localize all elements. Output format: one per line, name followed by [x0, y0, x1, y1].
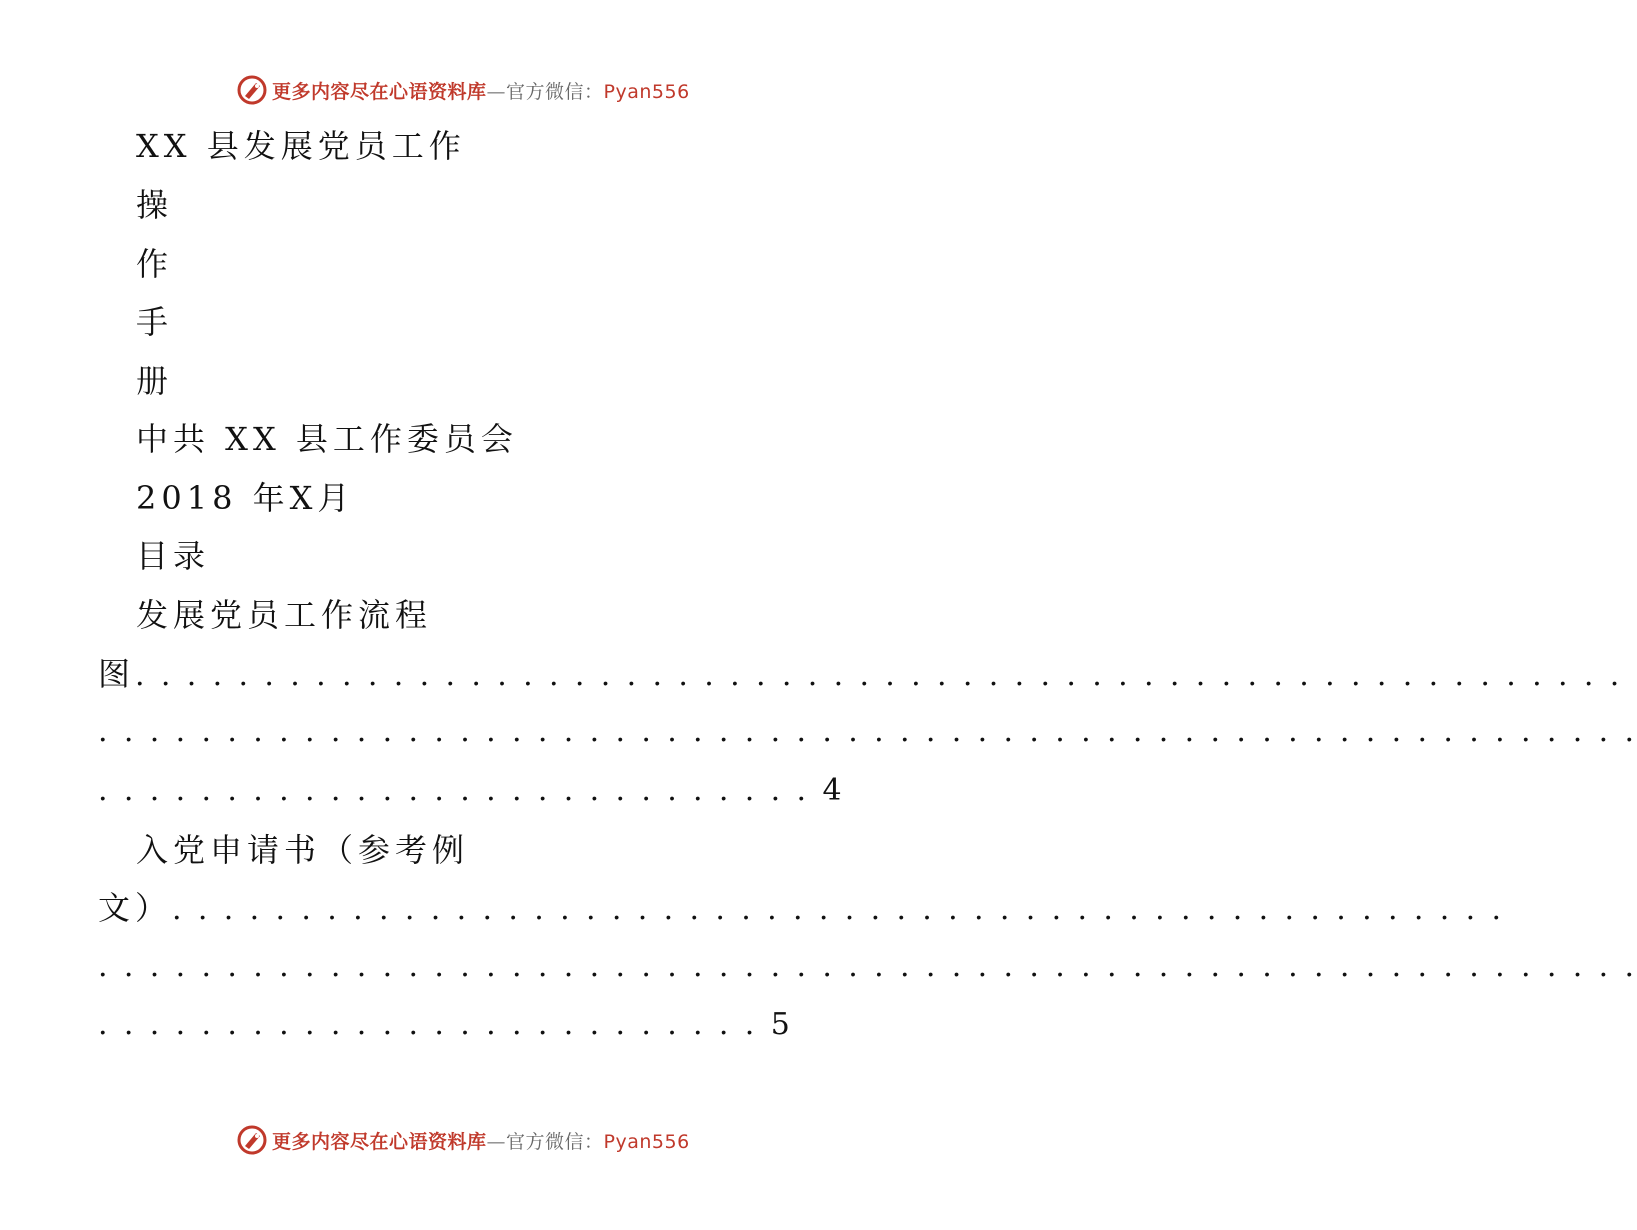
toc-entry-1-leader-2: . . . . . . . . . . . . . . . . . . . . . . . . . . . . . . . . . . . . . . . . . . . . . . . . . . . . . . . . . . . . [98, 714, 1637, 749]
banner-site: 更多内容尽在心语资料库 [272, 1130, 487, 1153]
title-char-3: 手 [136, 303, 174, 341]
pen-logo-icon [236, 1124, 268, 1156]
banner-wechat-label: 官方微信： [506, 80, 604, 103]
banner-wechat-id: Pyan556 [603, 80, 690, 103]
banner-dash: — [486, 80, 507, 103]
toc-entry-1-lead: 图 [98, 655, 136, 693]
banner-text [272, 1127, 690, 1154]
toc-entry-2-leader-2: . . . . . . . . . . . . . . . . . . . . . . . . . . . . . . . . . . . . . . . . . . . . . . . . . . . . . . . . . . . . [98, 949, 1637, 984]
banner-wechat-id: Pyan556 [603, 1130, 690, 1153]
issuer: 中共 XX 县工作委员会 [136, 420, 518, 458]
banner-wechat-label: 官方微信： [506, 1130, 604, 1153]
toc-entry-2-lead: 文） [98, 889, 173, 927]
banner-dash: — [486, 1130, 507, 1153]
toc-entry-2-page[interactable]: 5 [770, 1007, 790, 1042]
toc-entry-1-leader-3: . . . . . . . . . . . . . . . . . . . . . . . . . . . . 4 [98, 773, 842, 808]
document-date: 2018 年X月 [136, 479, 355, 517]
toc-entry-2-leader-3: . . . . . . . . . . . . . . . . . . . . . . . . . . 5 [98, 1007, 790, 1042]
toc-entry-2-leader-1: 文）. . . . . . . . . . . . . . . . . . . . . . . . . . . . . . . . . . . . . . . . . . . . . . . . . . . . [98, 889, 1505, 927]
pen-logo-icon [236, 74, 268, 106]
toc-entry-1-page[interactable]: 4 [822, 773, 842, 808]
title-char-2: 作 [136, 245, 174, 283]
document-title: XX 县发展党员工作 [136, 127, 466, 165]
bottom-banner [236, 1122, 690, 1158]
toc-entry-2-title[interactable]: 入党申请书（参考例 [136, 831, 470, 869]
title-char-1: 操 [136, 186, 174, 224]
banner-site: 更多内容尽在心语资料库 [272, 80, 487, 103]
toc-heading: 目录 [136, 537, 211, 575]
banner-text [272, 77, 690, 104]
title-char-4: 册 [136, 362, 174, 400]
top-banner [236, 72, 690, 108]
toc-entry-1-leader-1: 图. . . . . . . . . . . . . . . . . . . . . . . . . . . . . . . . . . . . . . . . . . . . . . . . . . . . . . . . . . [98, 655, 1623, 693]
toc-entry-1-title[interactable]: 发展党员工作流程 [136, 596, 433, 634]
